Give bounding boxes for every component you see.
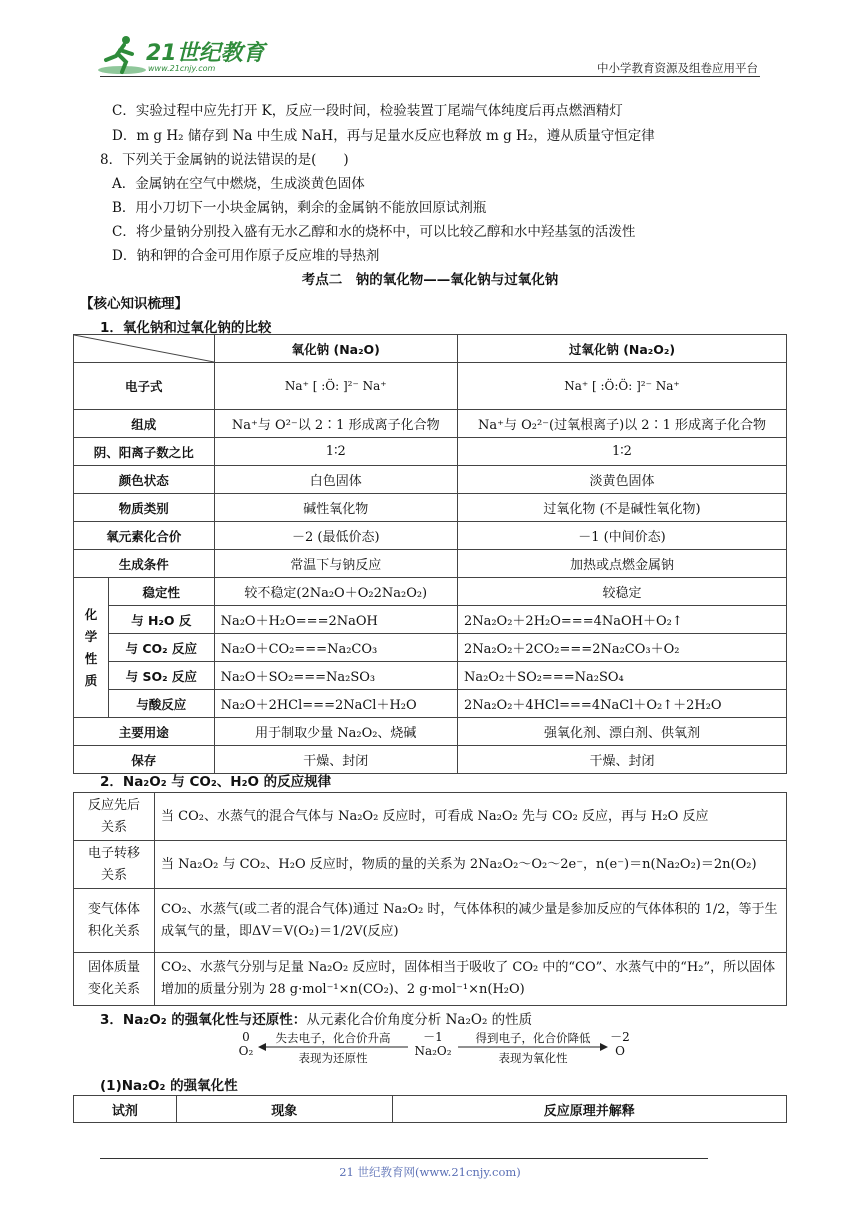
rule-head-electron: 电子转移 关系	[74, 841, 155, 889]
subheading-2: 2．Na₂O₂ 与 CO₂、H₂O 的反应规律	[100, 774, 332, 790]
redox-diagram	[236, 1030, 636, 1066]
na2o-electron-formula: Na⁺ [ :Ö: ]²⁻ Na⁺	[214, 363, 457, 410]
subheading-4: (1)Na₂O₂ 的强氧化性	[100, 1078, 238, 1094]
question-7-option-d: D．m g H₂ 储存到 Na 中生成 NaH，再与足量水反应也释放 m g H₂，遵从质量守恒定律	[112, 128, 655, 144]
logo-text: 21世纪教育	[146, 41, 265, 66]
na2o-storage: 干燥、封闭	[214, 746, 457, 774]
o2-species: 0 O₂	[238, 1030, 254, 1058]
column-header-na2o: 氧化钠 (Na₂O)	[214, 335, 457, 363]
footer-rule	[100, 1158, 708, 1159]
platform-title: 中小学教育资源及组卷应用平台	[597, 61, 758, 75]
header-phenomenon: 现象	[176, 1096, 392, 1123]
row-label-category: 物质类别	[74, 494, 215, 522]
row-label-with-acid: 与酸反应	[108, 690, 214, 718]
chemical-properties-group: 化学性质	[74, 578, 109, 718]
left-arrow-top-label: 失去电子，化合价升高	[275, 1031, 391, 1045]
reaction-rules-table	[73, 792, 787, 1006]
na2o2-formation: 加热或点燃金属钠	[457, 550, 786, 578]
na2o2-composition: Na⁺与 O₂²⁻(过氧根离子)以 2∶1 形成离子化合物	[457, 410, 786, 438]
row-label-storage: 保存	[74, 746, 215, 774]
header-principle: 反应原理并解释	[392, 1096, 786, 1123]
rule-body-mass: CO₂、水蒸气分别与足量 Na₂O₂ 反应时，固体相当于吸收了 CO₂ 中的“CO”、水蒸气中的“H₂”，所以固体增加的质量分别为 28 g·mol⁻¹×n(CO₂)、2 g·mol⁻¹×n(H₂O)	[155, 953, 787, 1006]
question-8-option-d: D．钠和钾的合金可用作原子反应堆的导热剂	[112, 248, 380, 264]
na2o2-with-water: 2Na₂O₂＋2H₂O===4NaOH＋O₂↑	[457, 606, 786, 634]
na2o2-uses: 强氧化剂、漂白剂、供氧剂	[457, 718, 786, 746]
na2o-composition: Na⁺与 O²⁻以 2∶1 形成离子化合物	[214, 410, 457, 438]
right-arrow-bottom-label: 表现为氧化性	[498, 1051, 568, 1065]
na2o2-oxidation-state: －1 (中间价态)	[457, 522, 786, 550]
na2o-with-co2: Na₂O＋CO₂===Na₂CO₃	[214, 634, 457, 662]
na2o-with-acid: Na₂O＋2HCl===2NaCl＋H₂O	[214, 690, 457, 718]
footer-text: 21 世纪教育网(www.21cnjy.com)	[339, 1165, 521, 1179]
row-label-ion-ratio: 阴、阳离子数之比	[74, 438, 215, 466]
na2o-ion-ratio: 1∶2	[214, 438, 457, 466]
na2o-category: 碱性氧化物	[214, 494, 457, 522]
na2o2-with-so2: Na₂O₂＋SO₂===Na₂SO₄	[457, 662, 786, 690]
diagonal-line	[74, 335, 214, 362]
na2o2-color-state: 淡黄色固体	[457, 466, 786, 494]
comparison-table	[73, 334, 787, 774]
right-arrow-top-label: 得到电子，化合价降低	[475, 1031, 591, 1045]
question-8-option-b: B．用小刀切下一小块金属钠，剩余的金属钠不能放回原试剂瓶	[112, 200, 487, 216]
row-label-with-co2: 与 CO₂ 反应	[108, 634, 214, 662]
row-label-color-state: 颜色状态	[74, 466, 215, 494]
subheading-3: 3．Na₂O₂ 的强氧化性与还原性：从元素化合价角度分析 Na₂O₂ 的性质	[100, 1012, 533, 1028]
row-label-uses: 主要用途	[74, 718, 215, 746]
oxidation-table	[73, 1095, 787, 1123]
row-label-with-so2: 与 SO₂ 反应	[108, 662, 214, 690]
rule-body-sequence: 当 CO₂、水蒸气的混合气体与 Na₂O₂ 反应时，可看成 Na₂O₂ 先与 CO₂ 反应，再与 H₂O 反应	[155, 793, 787, 841]
na2o-with-so2: Na₂O＋SO₂===Na₂SO₃	[214, 662, 457, 690]
row-label-oxidation-state: 氧元素化合价	[74, 522, 215, 550]
na2o-uses: 用于制取少量 Na₂O₂、烧碱	[214, 718, 457, 746]
na2o2-stability: 较稳定	[457, 578, 786, 606]
column-header-na2o2: 过氧化钠 (Na₂O₂)	[457, 335, 786, 363]
na2o2-storage: 干燥、封闭	[457, 746, 786, 774]
question-8-stem: 8．下列关于金属钠的说法错误的是( )	[100, 152, 349, 168]
subheading-1: 1．氧化钠和过氧化钠的比较	[100, 320, 272, 336]
na2o-oxidation-state: －2 (最低价态)	[214, 522, 457, 550]
row-label-formation: 生成条件	[74, 550, 215, 578]
row-label-electron-formula: 电子式	[74, 363, 215, 410]
row-label-with-water: 与 H₂O 反	[108, 606, 214, 634]
question-7-option-c: C．实验过程中应先打开 K，反应一段时间，检验装置丁尾端气体纯度后再点燃酒精灯	[112, 103, 623, 119]
na2o2-with-co2: 2Na₂O₂＋2CO₂===2Na₂CO₃＋O₂	[457, 634, 786, 662]
row-label-stability: 稳定性	[108, 578, 214, 606]
na2o2-category: 过氧化物 (不是碱性氧化物)	[457, 494, 786, 522]
logo-url: www.21cnjy.com	[148, 64, 216, 73]
rule-head-mass: 固体质量 变化关系	[74, 953, 155, 1006]
na2o-color-state: 白色固体	[214, 466, 457, 494]
header-reagent: 试剂	[74, 1096, 177, 1123]
na2o-with-water: Na₂O＋H₂O===2NaOH	[214, 606, 457, 634]
rule-head-sequence: 反应先后 关系	[74, 793, 155, 841]
rule-head-volume: 变气体体 积化关系	[74, 889, 155, 953]
na2o2-ion-ratio: 1∶2	[457, 438, 786, 466]
question-8-option-a: A．金属钠在空气中燃烧，生成淡黄色固体	[112, 176, 365, 192]
section-title: 考点二 钠的氧化物——氧化钠与过氧化钠	[301, 272, 559, 288]
rule-body-electron: 当 Na₂O₂ 与 CO₂、H₂O 反应时，物质的量的关系为 2Na₂O₂～O₂～2e⁻，n(e⁻)＝n(Na₂O₂)＝2n(O₂)	[155, 841, 787, 889]
na2o-stability: 较不稳定(2Na₂O＋O₂2Na₂O₂)	[214, 578, 457, 606]
header-rule	[100, 76, 760, 77]
na2o2-species: －1 Na₂O₂	[414, 1030, 452, 1058]
na2o2-with-acid: 2Na₂O₂＋4HCl===4NaCl＋O₂↑＋2H₂O	[457, 690, 786, 718]
question-8-option-c: C．将少量钠分别投入盛有无水乙醇和水的烧杯中，可以比较乙醇和水中羟基氢的活泼性	[112, 224, 636, 240]
rule-body-volume: CO₂、水蒸气(或二者的混合气体)通过 Na₂O₂ 时，气体体积的减少量是参加反应的气体体积的 1/2，等于生成氧气的量，即ΔV＝V(O₂)＝1/2V(反应)	[155, 889, 787, 953]
na2o2-electron-formula: Na⁺ [ :Ö:Ö: ]²⁻ Na⁺	[457, 363, 786, 410]
na2o-formation: 常温下与钠反应	[214, 550, 457, 578]
knowledge-title: 【核心知识梳理】	[80, 296, 188, 312]
o-species: －2 O	[610, 1030, 630, 1058]
row-label-composition: 组成	[74, 410, 215, 438]
left-arrow-bottom-label: 表现为还原性	[298, 1051, 368, 1065]
diagonal-header-cell	[74, 335, 215, 363]
